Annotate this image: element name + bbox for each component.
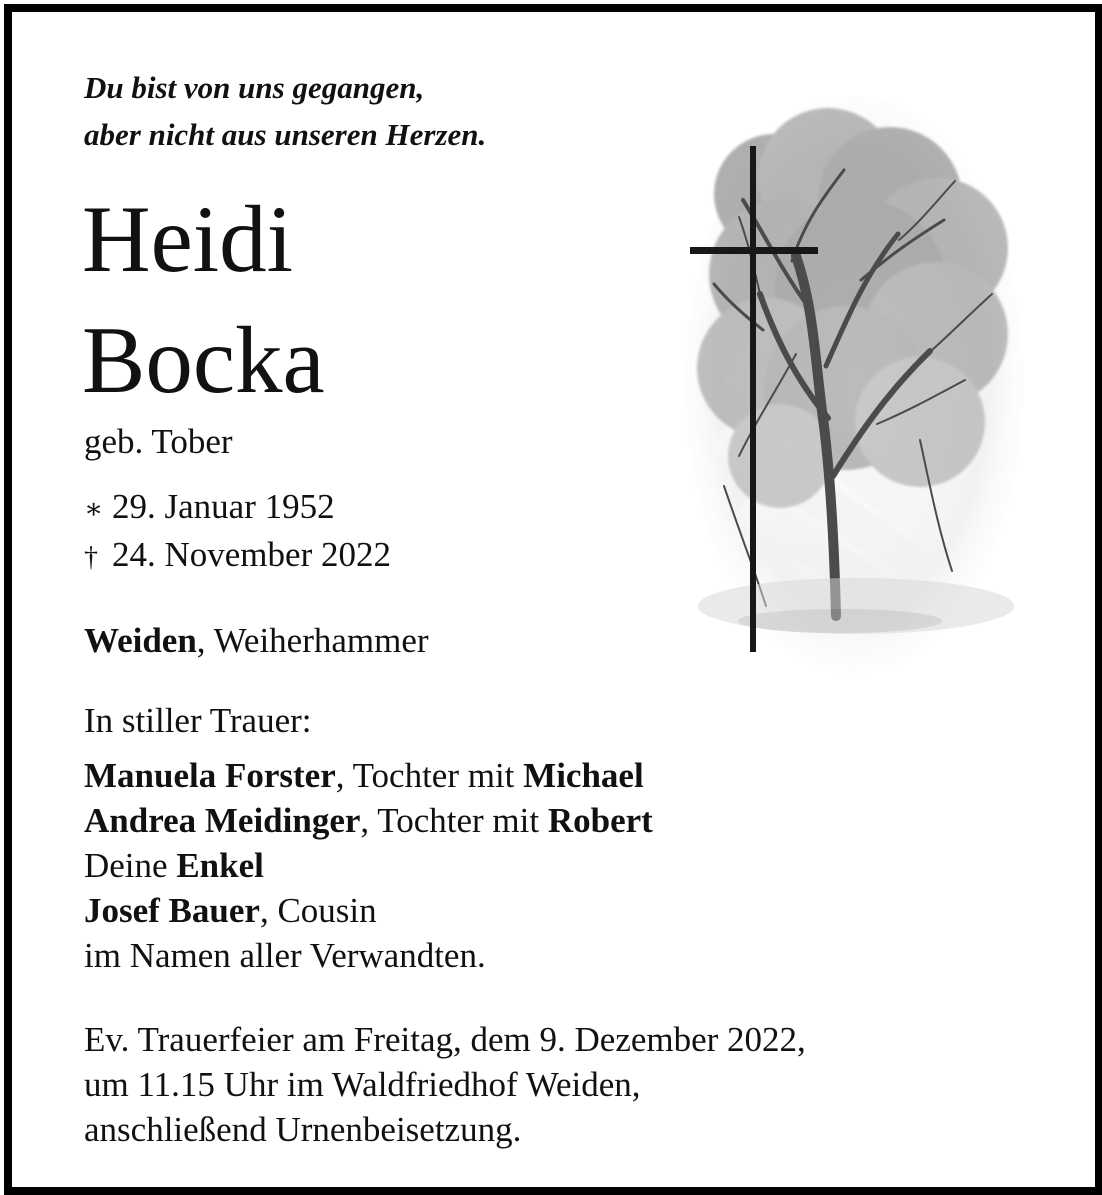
mourner-line: [84, 888, 653, 933]
motto: [84, 64, 486, 158]
birth-star-symbol: ∗: [84, 494, 104, 525]
mourner-prefix: Deine: [84, 846, 177, 885]
deceased-first-name: Heidi: [82, 186, 294, 292]
mourner-relation: , Tochter mit: [360, 801, 548, 840]
service-line-2: um 11.15 Uhr im Waldfriedhof Weiden,: [84, 1065, 641, 1104]
death-cross-symbol: †: [84, 542, 98, 573]
mourner-relation: , Cousin: [259, 891, 377, 930]
primary-place: Weiden: [84, 621, 197, 660]
places-line: [84, 621, 429, 661]
mourner-line: [84, 933, 653, 978]
death-date-line: [84, 535, 391, 578]
tree-cross-image: [676, 96, 1036, 680]
mourner-name: Manuela Forster: [84, 756, 336, 795]
mourner-name: Andrea Meidinger: [84, 801, 361, 840]
mourner-partner: Robert: [547, 801, 653, 840]
mourner-relation: , Tochter mit: [335, 756, 524, 795]
mourner-name: Enkel: [176, 846, 264, 885]
mourner-name: Josef Bauer: [84, 891, 260, 930]
obituary-notice: [4, 4, 1102, 1195]
birth-name: geb. Tober: [84, 422, 233, 461]
birth-date: 29. Januar 1952: [112, 487, 335, 526]
mourner-partner: Michael: [523, 756, 644, 795]
funeral-service-info: [84, 1017, 806, 1152]
motto-line-2: aber nicht aus unseren Herzen.: [84, 117, 487, 152]
service-line-3: anschließend Urnenbeisetzung.: [84, 1110, 522, 1149]
secondary-place: Weiherhammer: [213, 621, 429, 660]
mourning-intro: In stiller Trauer:: [84, 701, 312, 740]
ground-decoration: [698, 578, 1014, 634]
service-line-1: Ev. Trauerfeier am Freitag, dem 9. Dezember 2022,: [84, 1020, 806, 1059]
mourner-line: [84, 798, 653, 843]
motto-line-1: Du bist von uns gegangen,: [84, 70, 425, 105]
mourners-list: [84, 753, 653, 978]
tree-cross-illustration: [676, 96, 1036, 680]
birth-date-line: [84, 487, 335, 530]
deceased-last-name: Bocka: [82, 307, 325, 413]
mourner-line: [84, 843, 653, 888]
places-separator: ,: [196, 621, 214, 660]
mourner-line: [84, 753, 653, 798]
relatives-note: im Namen aller Verwandten.: [84, 936, 486, 975]
death-date: 24. November 2022: [112, 535, 391, 574]
